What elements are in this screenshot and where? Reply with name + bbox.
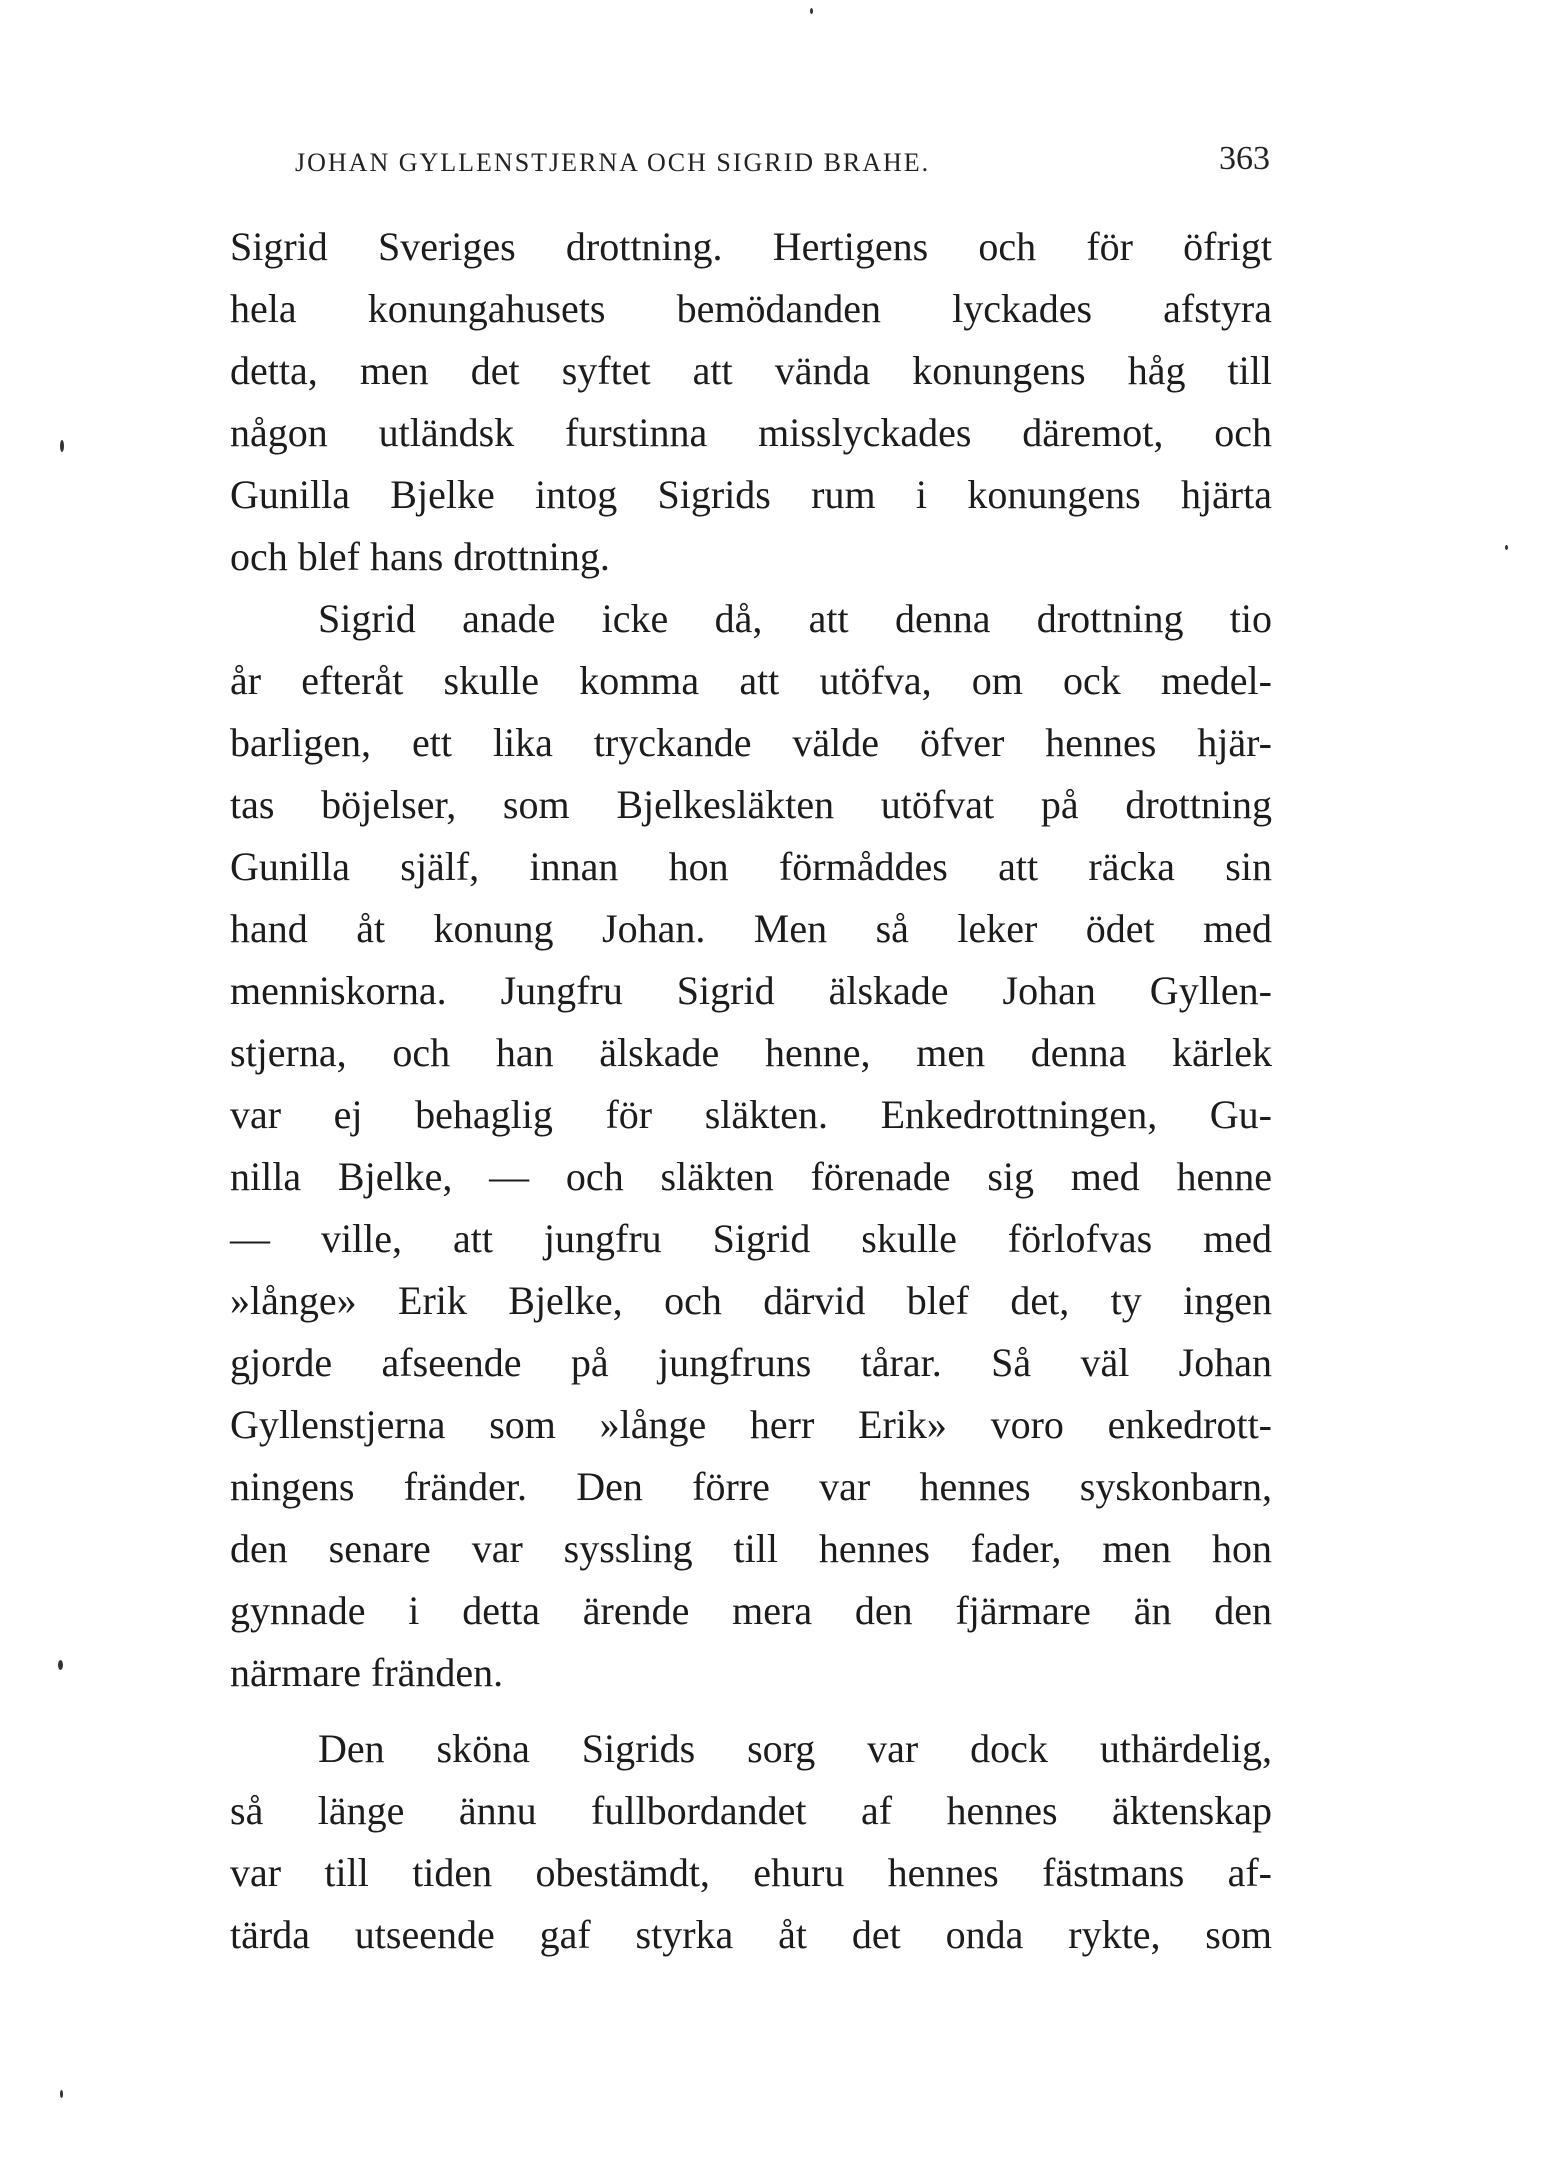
text-line: — ville, att jungfru Sigrid skulle förlofvas med xyxy=(230,1216,1272,1261)
paragraph-2 xyxy=(230,588,1272,1704)
text-line: gjorde afseende på jungfruns tårar. Så väl Johan xyxy=(230,1340,1272,1385)
text-line: Sigrid Sveriges drottning. Hertigens och för öfrigt xyxy=(230,224,1272,269)
scan-speck xyxy=(58,1660,63,1670)
text-line: menniskorna. Jungfru Sigrid älskade Johan Gyllen- xyxy=(230,968,1272,1013)
running-head: JOHAN GYLLENSTJERNA OCH SIGRID BRAHE. xyxy=(295,148,931,177)
text-line: hela konungahusets bemödanden lyckades afstyra xyxy=(230,286,1272,331)
text-line: Den sköna Sigrids sorg var dock uthärdelig, xyxy=(318,1726,1272,1771)
text-line: var ej behaglig för släkten. Enkedrottningen, Gu- xyxy=(230,1092,1272,1137)
text-line: gynnade i detta ärende mera den fjärmare än den xyxy=(230,1588,1272,1633)
paragraph-3 xyxy=(230,1718,1272,1966)
scan-speck xyxy=(810,8,813,14)
text-line: »långe» Erik Bjelke, och därvid blef det, ty ingen xyxy=(230,1278,1272,1323)
text-line: och blef hans drottning. xyxy=(230,534,610,579)
scan-speck xyxy=(60,2090,63,2098)
text-line: stjerna, och han älskade henne, men denna kärlek xyxy=(230,1030,1272,1075)
text-line: nilla Bjelke, — och släkten förenade sig med henne xyxy=(230,1154,1272,1199)
text-line: närmare fränden. xyxy=(230,1650,504,1695)
text-line: barligen, ett lika tryckande välde öfver hennes hjär- xyxy=(230,720,1272,765)
text-line: var till tiden obestämdt, ehuru hennes fästmans af- xyxy=(230,1850,1272,1895)
text-line: den senare var syssling till hennes fader, men hon xyxy=(230,1526,1272,1571)
scan-speck xyxy=(1505,545,1508,550)
text-line: någon utländsk furstinna misslyckades däremot, och xyxy=(230,410,1272,455)
text-line: ningens fränder. Den förre var hennes syskonbarn, xyxy=(230,1464,1272,1509)
text-line: Gyllenstjerna som »långe herr Erik» voro enkedrott- xyxy=(230,1402,1272,1447)
text-line: Gunilla Bjelke intog Sigrids rum i konungens hjärta xyxy=(230,472,1272,517)
text-line: tärda utseende gaf styrka åt det onda rykte, som xyxy=(230,1912,1272,1957)
text-line: Sigrid anade icke då, att denna drottning tio xyxy=(318,596,1272,641)
text-line: tas böjelser, som Bjelkesläkten utöfvat på drottning xyxy=(230,782,1272,827)
text-line: Gunilla själf, innan hon förmåddes att räcka sin xyxy=(230,844,1272,889)
text-line: hand åt konung Johan. Men så leker ödet med xyxy=(230,906,1272,951)
text-line: detta, men det syftet att vända konungens håg till xyxy=(230,348,1272,393)
scan-speck xyxy=(60,440,64,452)
page-number: 363 xyxy=(1219,140,1270,177)
text-line: så länge ännu fullbordandet af hennes äktenskap xyxy=(230,1788,1272,1833)
text-line: år efteråt skulle komma att utöfva, om ock medel- xyxy=(230,658,1272,703)
paragraph-1 xyxy=(230,216,1272,588)
body-text xyxy=(230,216,1272,1966)
